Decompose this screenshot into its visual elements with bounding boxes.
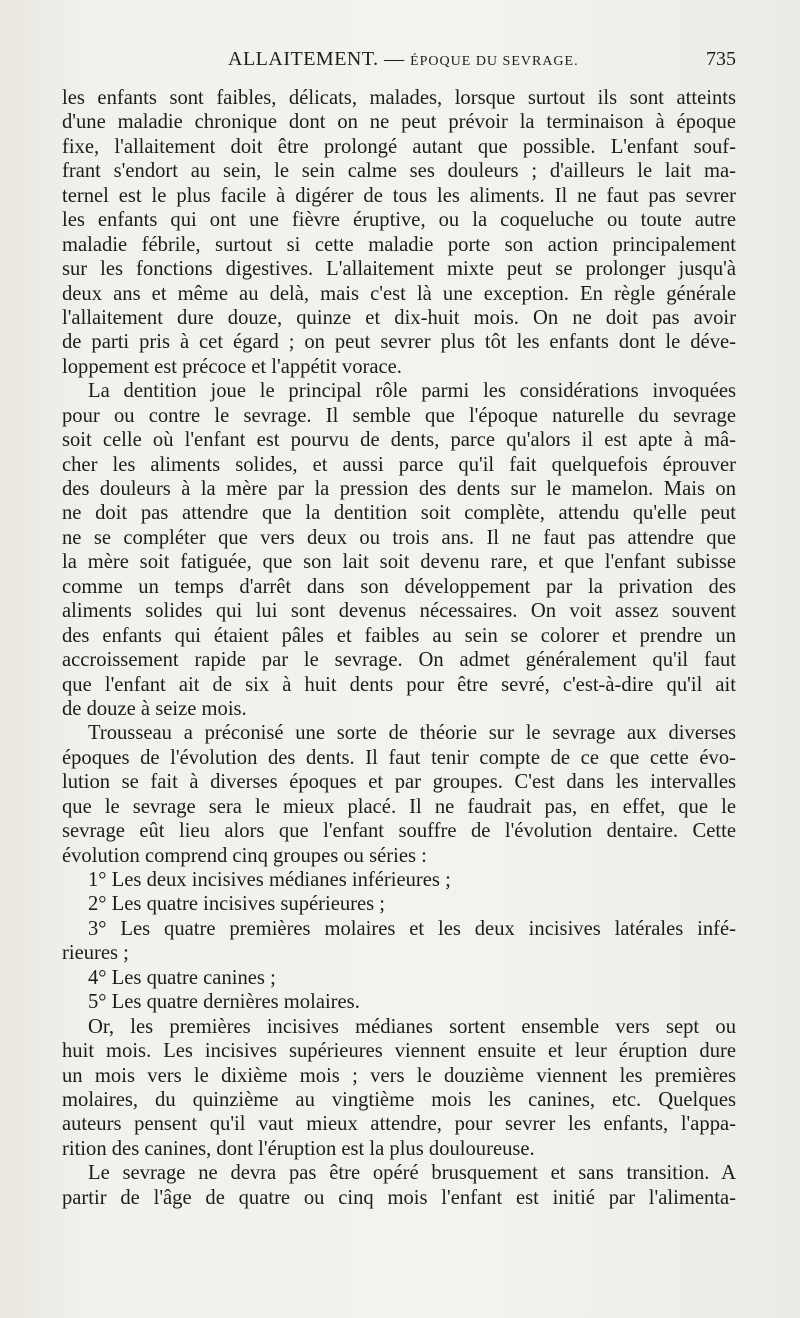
running-title-sub: ÉPOQUE DU SEVRAGE.	[410, 54, 579, 69]
text-line: d'une maladie chronique dont on ne peut prévoir la terminaison à époque	[62, 111, 736, 134]
text-line: de parti pris à cet égard ; on peut sevrer plus tôt les enfants dont le déve-	[62, 331, 736, 354]
text-line: deux ans et même au delà, mais c'est là une exception. En règle générale	[62, 282, 736, 305]
text-line: des enfants qui étaient pâles et faibles au sein se colorer et prendre un	[62, 624, 736, 647]
text-line: ne doit pas attendre que la dentition soit complète, attendu qu'elle peut	[62, 502, 736, 525]
text-line: accroissement rapide par le sevrage. On admet généralement qu'il faut	[62, 649, 736, 672]
text-line: Trousseau a préconisé une sorte de théorie sur le sevrage aux diverses	[88, 722, 736, 745]
text-line: maladie fébrile, surtout si cette maladie porte son action principalement	[62, 233, 736, 256]
text-line: un mois vers le dixième mois ; vers le douzième viennent les premières	[62, 1064, 736, 1087]
text-line: les enfants sont faibles, délicats, malades, lorsque surtout ils sont atteints	[62, 87, 736, 109]
text-line: des douleurs à la mère par la pression des dents sur le mamelon. Mais on	[62, 478, 736, 500]
text-line: époques de l'évolution des dents. Il faut tenir compte de ce que cette évo-	[62, 746, 736, 769]
text-line: 3° Les quatre premières molaires et les deux incisives latérales infé-	[88, 917, 736, 940]
text-line: La dentition joue le principal rôle parmi les considérations invoquées	[88, 380, 736, 403]
text-line: aliments solides qui lui sont devenus nécessaires. On voit assez souvent	[62, 600, 736, 623]
text-line: 5° Les quatre dernières molaires.	[88, 991, 360, 1014]
text-line: sevrage eût lieu alors que l'enfant souffre de l'évolution dentaire. Cette	[62, 820, 736, 843]
text-line: ne se compléter que vers deux ou trois ans. Il ne faut pas attendre que	[62, 526, 736, 549]
text-line: cher les aliments solides, et aussi parce qu'il fait quelquefois éprouver	[62, 453, 736, 476]
text-line: Or, les premières incisives médianes sortent ensemble vers sept ou	[88, 1015, 736, 1038]
running-title-main: ALLAITEMENT.	[228, 48, 379, 70]
page-number: 735	[706, 48, 736, 70]
text-line: l'allaitement dure douze, quinze et dix-huit mois. On ne doit pas avoir	[62, 306, 736, 329]
running-title-separator: —	[378, 48, 411, 70]
text-line: soit celle où l'enfant est pourvu de dents, parce qu'alors il est apte à mâ-	[62, 429, 736, 452]
text-line: auteurs pensent qu'il vaut mieux attendre, pour sevrer les enfants, l'appa-	[62, 1113, 736, 1136]
text-line: que l'enfant ait de six à huit dents pour être sevré, c'est-à-dire qu'il ait	[62, 673, 736, 696]
text-line: comme un temps d'arrêt dans son développement par la privation des	[62, 575, 736, 598]
text-line: de douze à seize mois.	[62, 697, 247, 720]
text-line: lution se fait à diverses époques et par groupes. C'est dans les intervalles	[62, 771, 736, 794]
text-line: 2° Les quatre incisives supérieures ;	[88, 893, 386, 916]
text-line: rieures ;	[62, 942, 129, 965]
text-line: rition des canines, dont l'éruption est la plus douloureuse.	[62, 1137, 535, 1160]
text-line: loppement est précoce et l'appétit vorace.	[62, 355, 402, 378]
running-title	[228, 48, 579, 71]
text-line: Le sevrage ne devra pas être opéré brusquement et sans transition. A	[88, 1162, 736, 1185]
text-line: molaires, du quinzième au vingtième mois les canines, etc. Quelques	[62, 1088, 736, 1111]
text-line: 1° Les deux incisives médianes inférieures ;	[88, 869, 451, 891]
body-text	[62, 86, 736, 1210]
text-line: frant s'endort au sein, le sein calme ses douleurs ; d'ailleurs le lait ma-	[62, 160, 736, 183]
text-line: ternel est le plus facile à digérer de tous les aliments. Il ne faut pas sevrer	[62, 184, 736, 207]
text-line: huit mois. Les incisives supérieures viennent ensuite et leur éruption dure	[62, 1040, 736, 1063]
text-line: sur les fonctions digestives. L'allaitement mixte peut se prolonger jusqu'à	[62, 258, 736, 281]
text-line: les enfants qui ont une fièvre éruptive, ou la coqueluche ou toute autre	[62, 209, 736, 232]
text-line: que le sevrage sera le mieux placé. Il ne faudrait pas, en effet, que le	[62, 795, 736, 818]
text-line: fixe, l'allaitement doit être prolongé autant que possible. L'enfant souf-	[62, 135, 736, 158]
text-line: 4° Les quatre canines ;	[88, 966, 276, 989]
text-line: évolution comprend cinq groupes ou séries :	[62, 844, 427, 867]
running-header	[62, 48, 736, 76]
text-line: pour ou contre le sevrage. Il semble que l'époque naturelle du sevrage	[62, 404, 736, 427]
text-line: partir de l'âge de quatre ou cinq mois l'enfant est initié par l'alimenta-	[62, 1186, 736, 1209]
text-line: la mère soit fatiguée, que son lait soit devenu rare, et que l'enfant subisse	[62, 551, 736, 574]
